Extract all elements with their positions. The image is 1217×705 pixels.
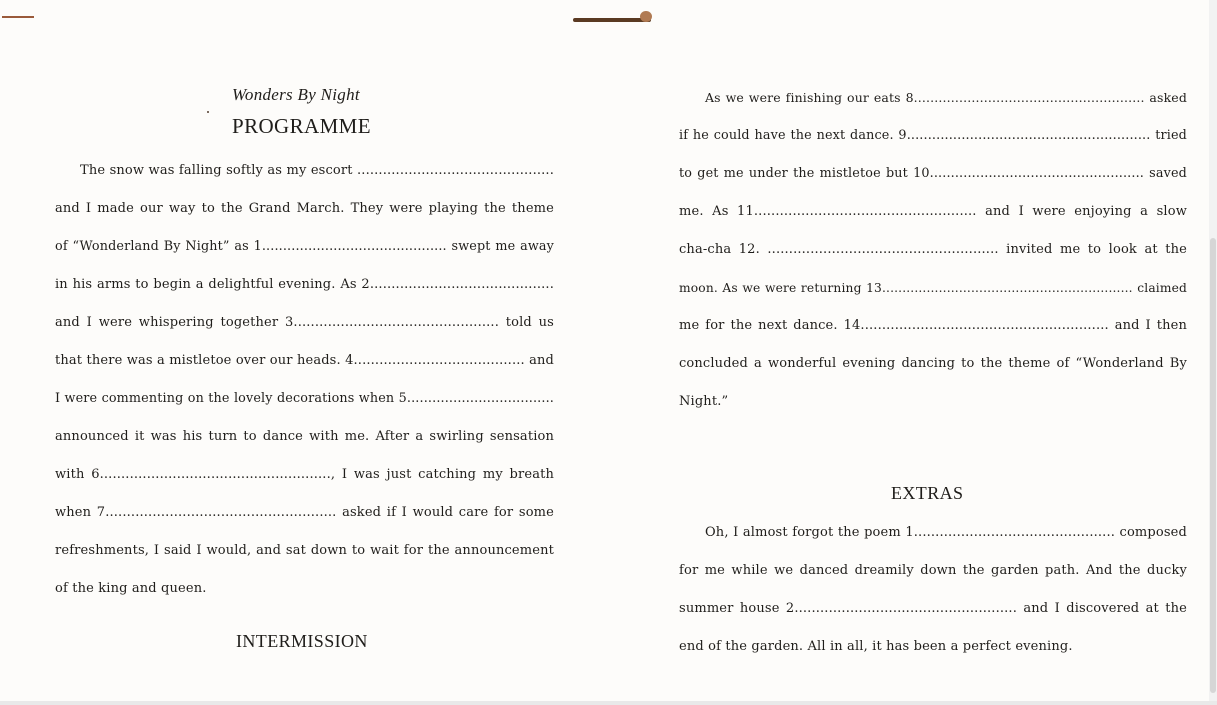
story-line-7: I were commenting on the lovely decorations when 5................................... (55, 391, 554, 406)
story-line-6: that there was a mistletoe over our heads. 4........................................ and (55, 353, 554, 368)
story-line-11: refreshments, I said I would, and sat down to wait for the announcement (55, 543, 554, 558)
left-page (0, 0, 608, 705)
extras-line-1: Oh, I almost forgot the poem 1............................................... composed (705, 525, 1187, 540)
story-line-16: me. As 11.................................................... and I were enjoying a slow (679, 204, 1187, 219)
story-line-1: The snow was falling softly as my escort .............................................. (80, 163, 554, 178)
story-line-10: when 7...................................................... asked if I would care for some (55, 505, 554, 520)
extras-heading: EXTRAS (891, 483, 964, 503)
extras-line-3: summer house 2.................................................... and I discovered at the (679, 601, 1187, 616)
story-line-19: me for the next dance. 14.......................................................... and I then (679, 318, 1187, 333)
vertical-scrollbar[interactable] (1209, 0, 1217, 705)
extras-line-2: for me while we danced dreamily down the garden path. And the ducky (679, 563, 1187, 578)
scrollbar-thumb[interactable] (1210, 238, 1216, 693)
programme-subtitle: Wonders By Night (232, 85, 360, 104)
story-line-8: announced it was his turn to dance with me. After a swirling sensation (55, 429, 554, 444)
story-line-20: concluded a wonderful evening dancing to the theme of “Wonderland By (679, 356, 1187, 371)
right-page (608, 0, 1217, 705)
story-line-14: if he could have the next dance. 9.......................................................... tried (679, 128, 1187, 143)
extras-line-4: end of the garden. All in all, it has been a perfect evening. (679, 639, 1073, 654)
story-line-4: in his arms to begin a delightful evening. As 2........................................... (55, 277, 554, 292)
story-line-5: and I were whispering together 3................................................ told us (55, 315, 554, 330)
story-line-9: with 6......................................................, I was just catching my breath (55, 467, 554, 482)
story-line-17: cha-cha 12. ...................................................... invited me to look at the (679, 242, 1187, 257)
programme-title: PROGRAMME (232, 114, 371, 138)
story-line-13: As we were finishing our eats 8........................................................ asked (705, 90, 1187, 105)
story-line-3: of “Wonderland By Night” as 1............................................ swept me away (55, 239, 554, 254)
story-line-21: Night.” (679, 394, 729, 409)
story-line-15: to get me under the mistletoe but 10................................................... saved (679, 166, 1187, 181)
story-line-12: of the king and queen. (55, 581, 207, 596)
bottom-edge (0, 701, 1217, 705)
story-line-18: moon. As we were returning 13.............................................................. claimed (679, 281, 1187, 295)
intermission-heading: INTERMISSION (236, 631, 368, 651)
story-line-2: and I made our way to the Grand March. They were playing the theme (55, 201, 554, 216)
